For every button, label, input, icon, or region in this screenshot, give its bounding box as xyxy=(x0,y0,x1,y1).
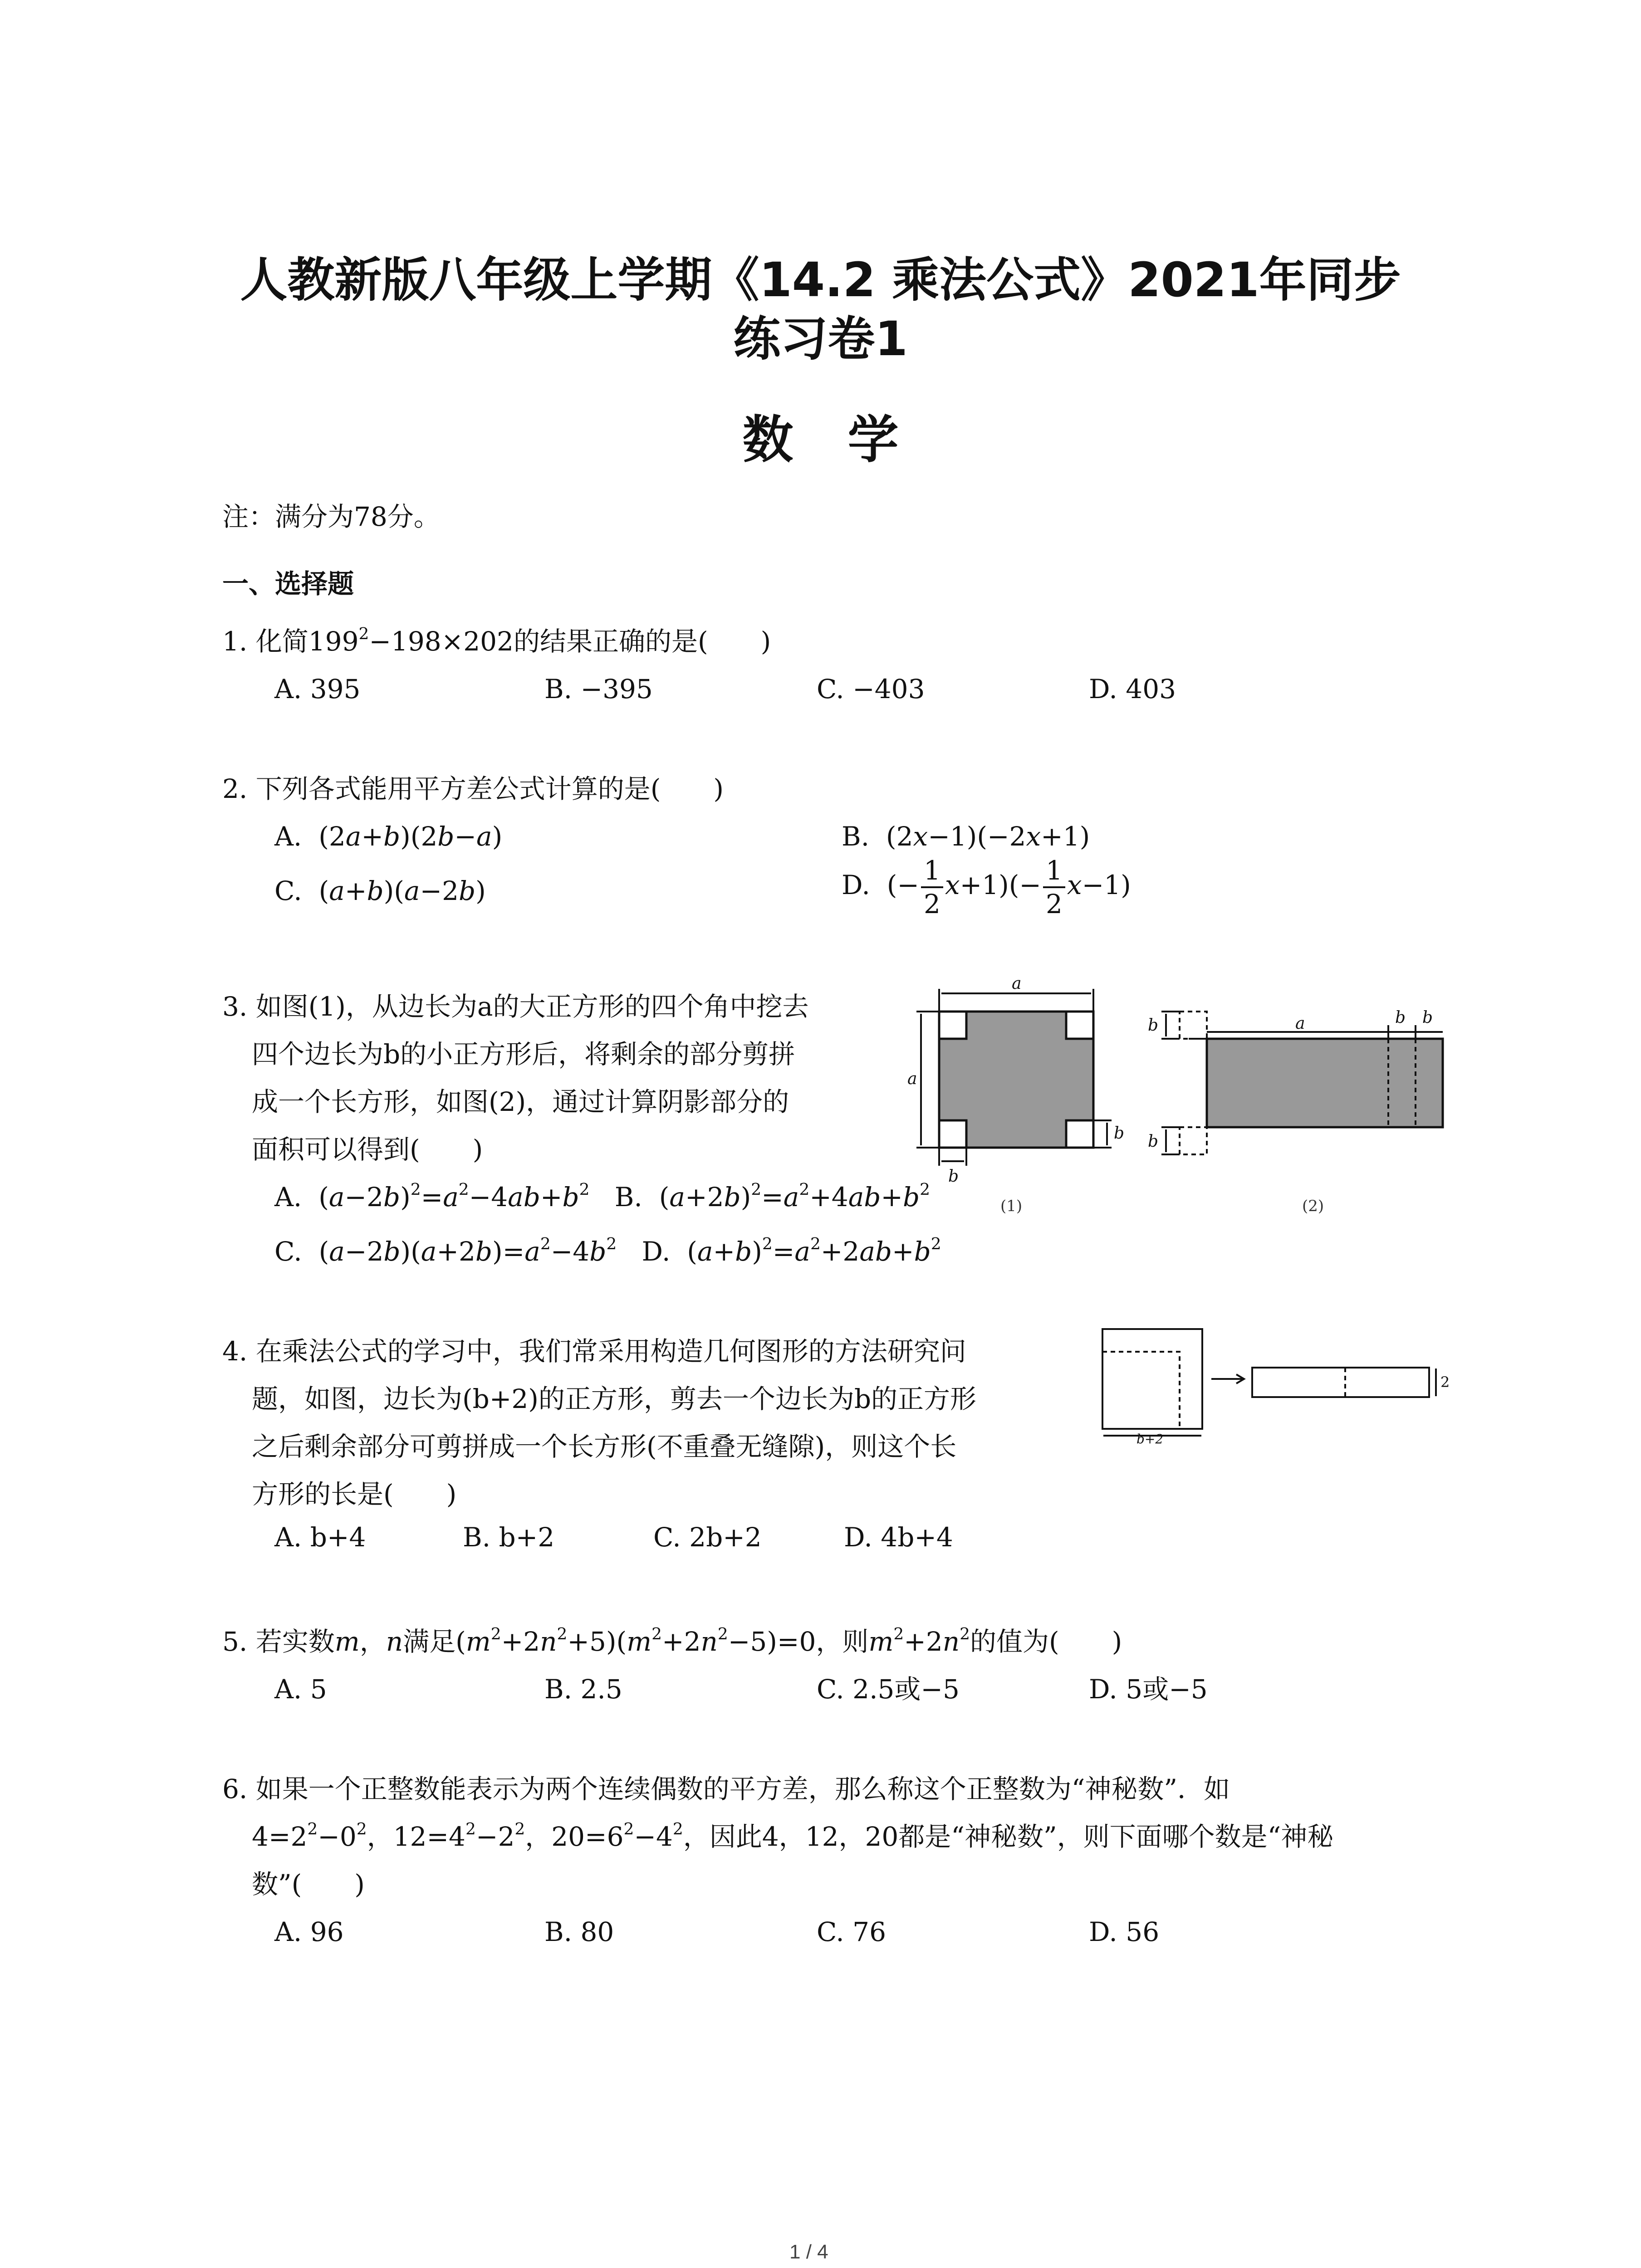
question-3-line3: 成一个长方形，如图(2)，通过计算阴影部分的 xyxy=(252,1086,789,1117)
question-3-line2: 四个边长为b的小正方形后，将剩余的部分剪拼 xyxy=(252,1039,795,1070)
q4-option-d: D. 4b+4 xyxy=(844,1522,953,1553)
fig2-b-label-top: b xyxy=(1148,1016,1159,1035)
q4-cut-square xyxy=(1102,1352,1180,1429)
fig2-b-label-bottom: b xyxy=(1148,1132,1159,1151)
q3-figure xyxy=(907,975,1497,1229)
q4-option-c: C. 2b+2 xyxy=(653,1522,762,1553)
q1-option-a: A. 395 xyxy=(274,674,361,704)
page-title-line1: 人教新版八年级上学期《14.2 乘法公式》2021年同步 xyxy=(240,252,1401,308)
question-4-line4: 方形的长是( ) xyxy=(252,1479,457,1510)
fig1-caption: (1) xyxy=(1000,1197,1023,1215)
fig2-b-label-1: b xyxy=(1395,1008,1406,1027)
q3-options-ab: A. $(a-2b)^2=a^2-4ab+b^2$ B. $(a+2b)^2=a^2+4ab+b^2$ xyxy=(274,1180,931,1212)
q4-height-label: 2 xyxy=(1440,1374,1450,1391)
q5-option-c: C. 2.5或−5 xyxy=(817,1674,960,1705)
q6-option-d: D. 56 xyxy=(1089,1916,1160,1947)
question-3-line1: 3. 如图(1)，从边长为a的大正方形的四个角中挖去 xyxy=(222,991,809,1022)
question-3-line4: 面积可以得到( ) xyxy=(252,1134,483,1165)
fig2-shaded-rectangle xyxy=(1207,1039,1443,1127)
question-4-line2: 题，如图，边长为(b+2)的正方形，剪去一个边长为b的正方形 xyxy=(252,1383,977,1414)
q4-side-label: b+2 xyxy=(1136,1432,1164,1447)
question-1-stem: 1. 化简$199^2-198\times 202$的结果正确的是( ) xyxy=(222,624,771,657)
question-6-line1: 6. 如果一个正整数能表示为两个连续偶数的平方差，那么称这个正整数为“神秘数”．如 xyxy=(222,1774,1230,1804)
fig2-a-label: a xyxy=(1295,1014,1305,1033)
q4-result-rectangle xyxy=(1252,1368,1429,1397)
section-heading-choice: 一、选择题 xyxy=(222,568,354,599)
q1-option-b: B. −395 xyxy=(544,674,653,704)
q6-option-b: B. 80 xyxy=(544,1916,614,1947)
q2-option-a: A. (2a+b)(2b−a) xyxy=(274,821,503,852)
q6-option-a: A. 96 xyxy=(274,1916,344,1947)
q5-option-b: B. 2.5 xyxy=(544,1674,622,1705)
q2-option-d: D. (− $\frac{1}{2}$ x+1)(− $\frac{1}{2}$ x−1) xyxy=(842,855,1131,919)
q4-figure xyxy=(1098,1325,1461,1452)
fig1-a-left-label: a xyxy=(907,1070,917,1088)
q2-option-b: B. (2x−1)(−2x+1) xyxy=(842,821,1090,852)
fig1-b-right-label: b xyxy=(1114,1124,1125,1143)
q5-option-d: D. 5或−5 xyxy=(1089,1674,1208,1705)
fig1-a-top-label: a xyxy=(1012,975,1022,993)
q5-option-a: A. 5 xyxy=(274,1674,327,1705)
score-note: 注：满分为78分。 xyxy=(222,501,440,532)
fig2-caption: (2) xyxy=(1302,1197,1324,1215)
subject-heading: 数学 xyxy=(742,411,953,469)
q1-option-c: C. −403 xyxy=(817,674,925,704)
question-6-line2: $4=2^2-0^2$，$12=4^2-2^2$，$20=6^2-4^2$，因此4，12，20都是“神秘数”，则下面哪个数是“神秘 xyxy=(252,1819,1334,1852)
page-title-line2: 练习卷1 xyxy=(733,311,908,367)
q3-options-cd: C. $(a-2b)(a+2b)=a^2-4b^2$ D. $(a+b)^2=a^2+2ab+b^2$ xyxy=(274,1234,941,1267)
page-number: 1 / 4 xyxy=(789,2241,828,2263)
q2-option-c: C. (a+b)(a−2b) xyxy=(274,875,486,906)
fig2-b-label-2: b xyxy=(1422,1008,1433,1027)
q6-option-c: C. 76 xyxy=(817,1916,886,1947)
question-4-line3: 之后剩余部分可剪拼成一个长方形(不重叠无缝隙)，则这个长 xyxy=(252,1431,957,1462)
question-6-line3: 数”( ) xyxy=(252,1869,365,1900)
q1-option-d: D. 403 xyxy=(1089,674,1176,704)
question-2-stem: 2. 下列各式能用平方差公式计算的是( ) xyxy=(222,773,724,804)
q4-option-a: A. b+4 xyxy=(274,1522,366,1553)
q4-big-square xyxy=(1102,1329,1202,1429)
q4-option-b: B. b+2 xyxy=(463,1522,555,1553)
fig1-shaded-region xyxy=(939,1012,1093,1148)
fig1-b-bottom-label: b xyxy=(948,1167,959,1186)
question-5-stem: 5. 若实数m，n满足$(m^2+2n^2+5)(m^2+2n^2-5)=0$，则$m^2+2n^2$的值为( ) xyxy=(222,1624,1122,1657)
question-4-line1: 4. 在乘法公式的学习中，我们常采用构造几何图形的方法研究问 xyxy=(222,1336,966,1367)
